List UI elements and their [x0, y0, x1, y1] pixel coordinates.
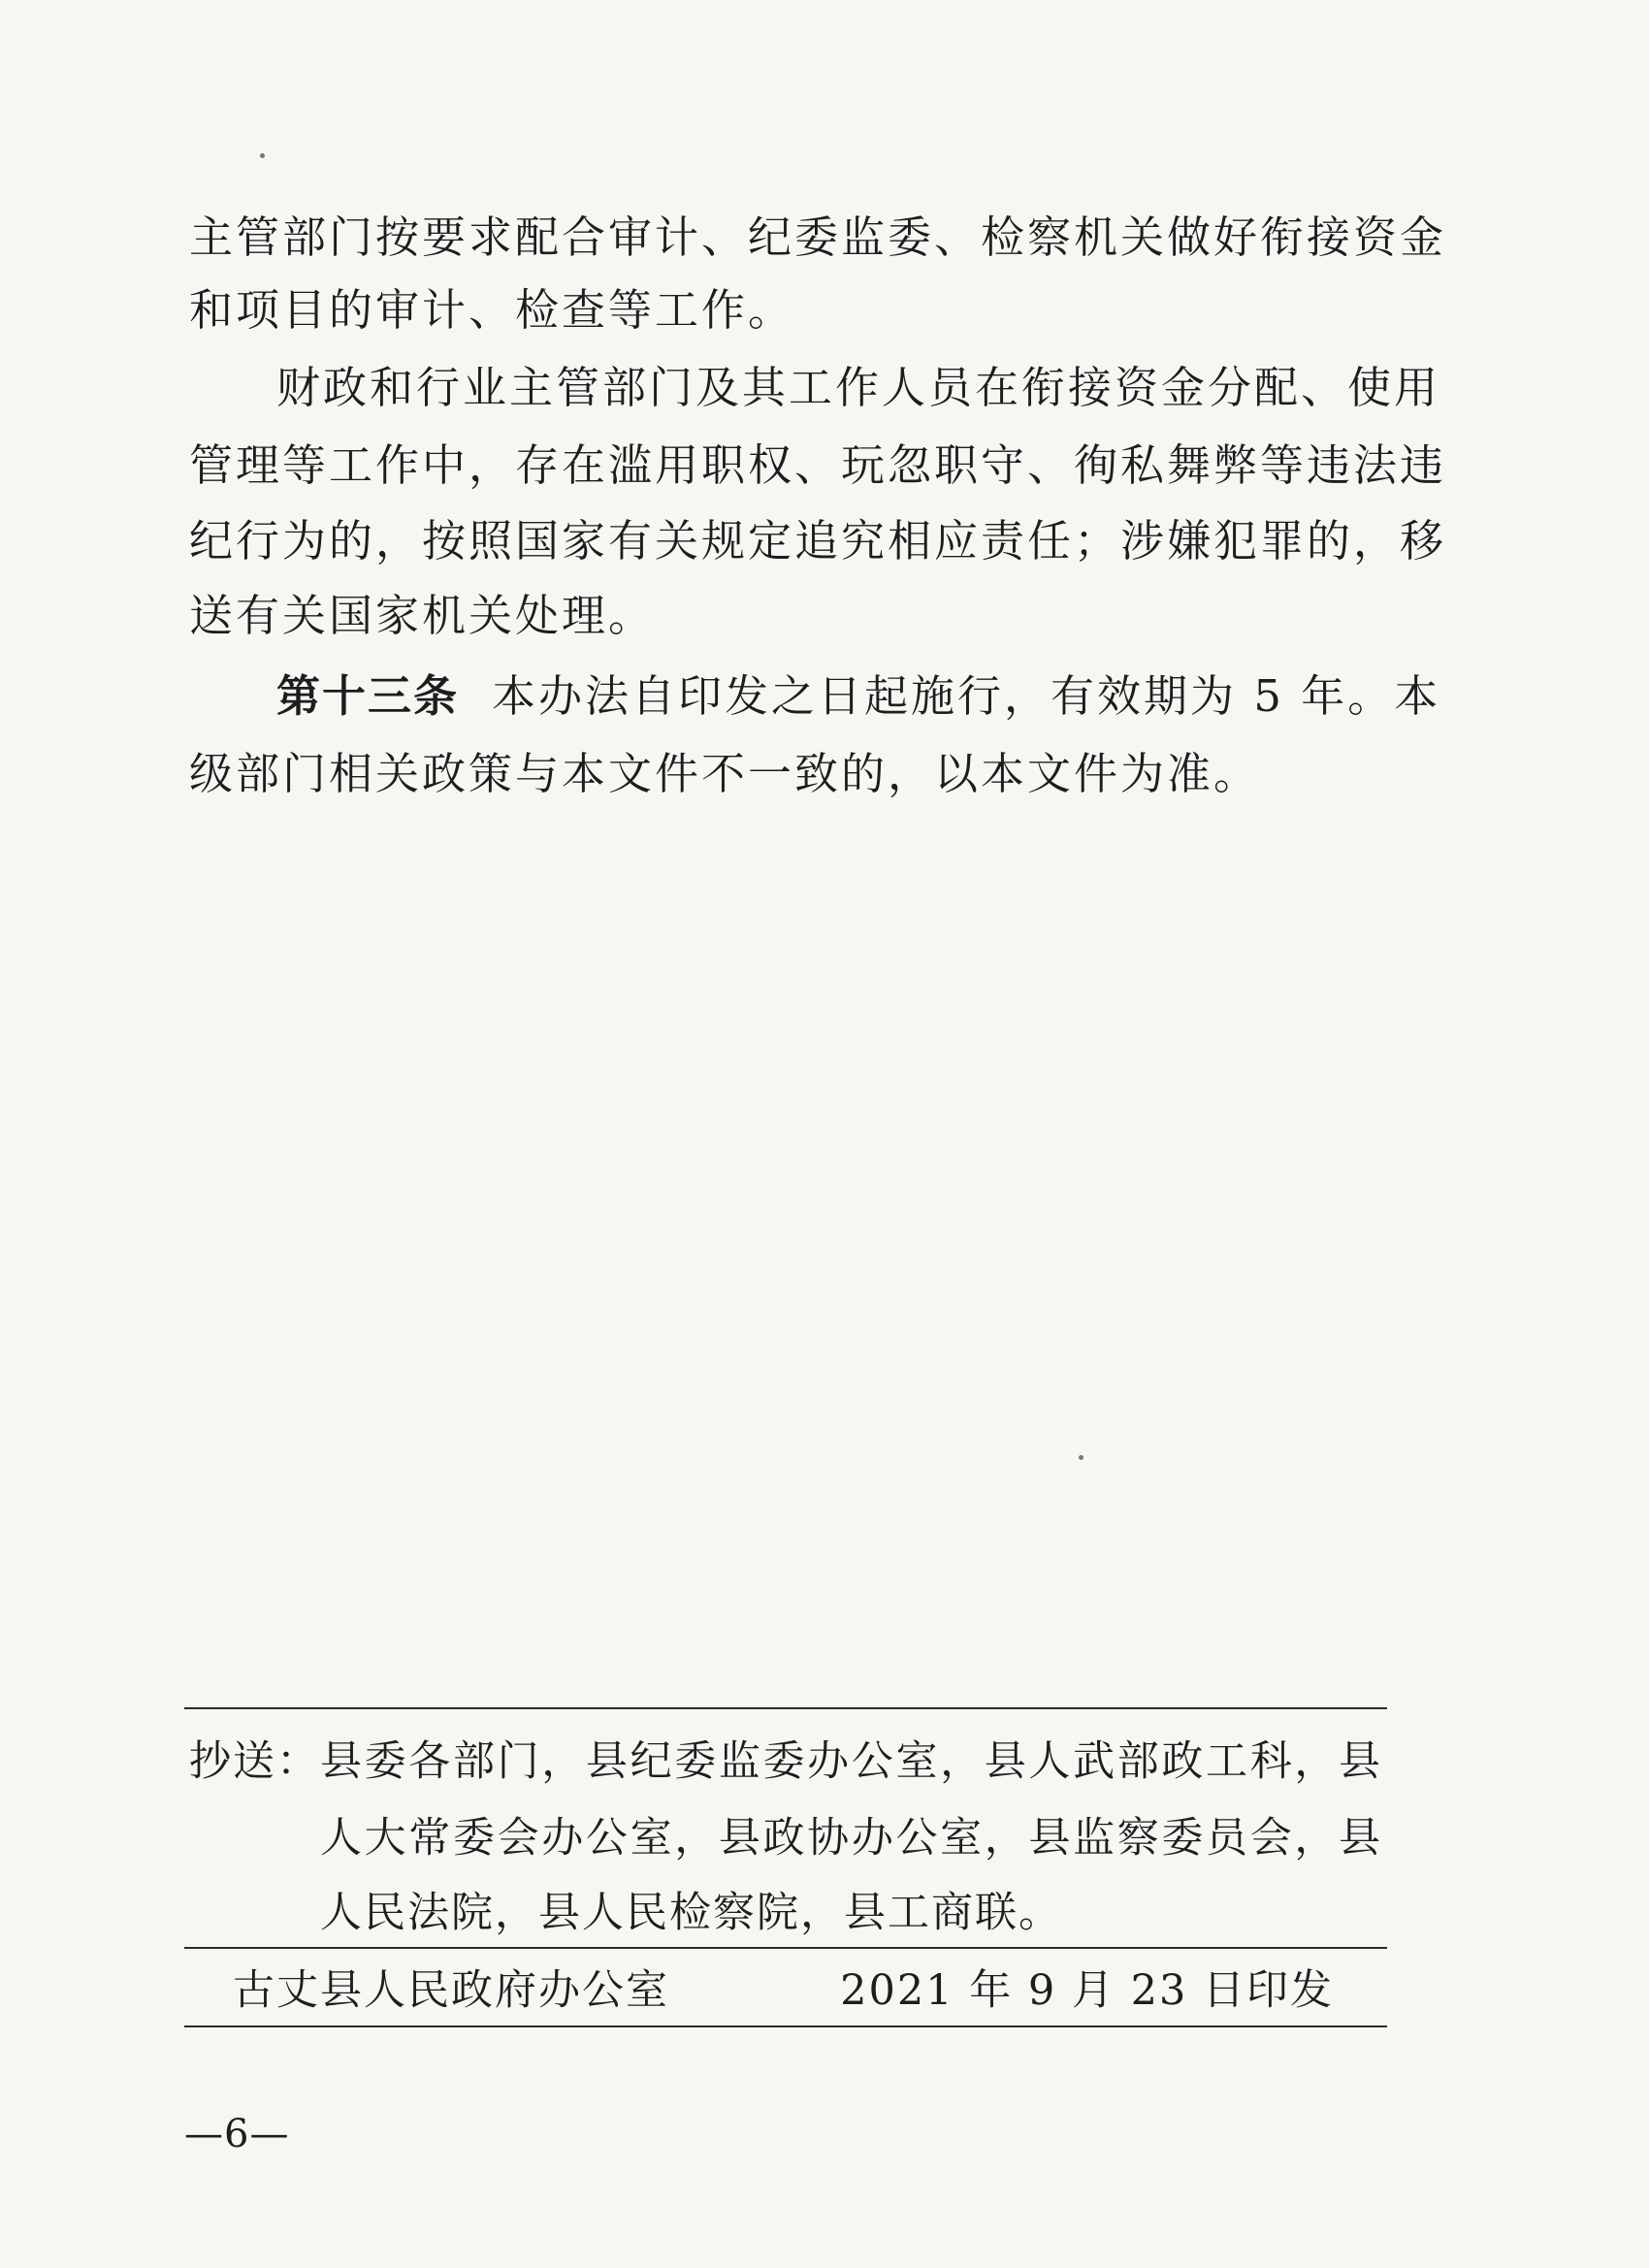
paragraph-2-line-3: 纪行为的，按照国家有关规定追究相应责任；涉嫌犯罪的，移: [189, 515, 1447, 567]
article-13-text-1: 本办法自印发之日起施行，有效期为 5 年。本: [492, 670, 1441, 722]
issuance-bottom-rule: [184, 2025, 1387, 2027]
article-13-line-2: 级部门相关政策与本文件不一致的，以本文件为准。: [189, 748, 1261, 799]
article-13-line-1: [276, 667, 1441, 726]
issue-date: 2021 年 9 月 23 日印发: [840, 1966, 1334, 2015]
scan-speck: [1079, 1455, 1083, 1460]
article-13-heading: 第十三条: [276, 670, 460, 722]
paragraph-2-line-1: 财政和行业主管部门及其工作人员在衔接资金分配、使用: [276, 362, 1441, 413]
cc-line-1: 县委各部门，县纪委监委办公室，县人武部政工科，县: [320, 1737, 1382, 1786]
cc-label: 抄送：: [189, 1737, 320, 1786]
page-number: —6—: [184, 2112, 290, 2156]
paragraph-2-line-2: 管理等工作中，存在滥用职权、玩忽职守、徇私舞弊等违法违: [189, 439, 1447, 491]
cc-top-rule: [184, 1707, 1387, 1709]
issuer-name: 古丈县人民政府办公室: [233, 1966, 669, 2015]
scan-speck: [260, 153, 265, 158]
paragraph-2-line-4: 送有关国家机关处理。: [189, 590, 656, 641]
cc-line-2: 人大常委会办公室，县政协办公室，县监察委员会，县: [320, 1814, 1382, 1863]
cc-bottom-rule: [184, 1947, 1387, 1949]
paragraph-1-line-2: 和项目的审计、检查等工作。: [189, 284, 795, 336]
paragraph-1-line-1: 主管部门按要求配合审计、纪委监委、检察机关做好衔接资金: [189, 211, 1447, 263]
cc-line-3: 人民法院，县人民检察院，县工商联。: [320, 1889, 1062, 1937]
